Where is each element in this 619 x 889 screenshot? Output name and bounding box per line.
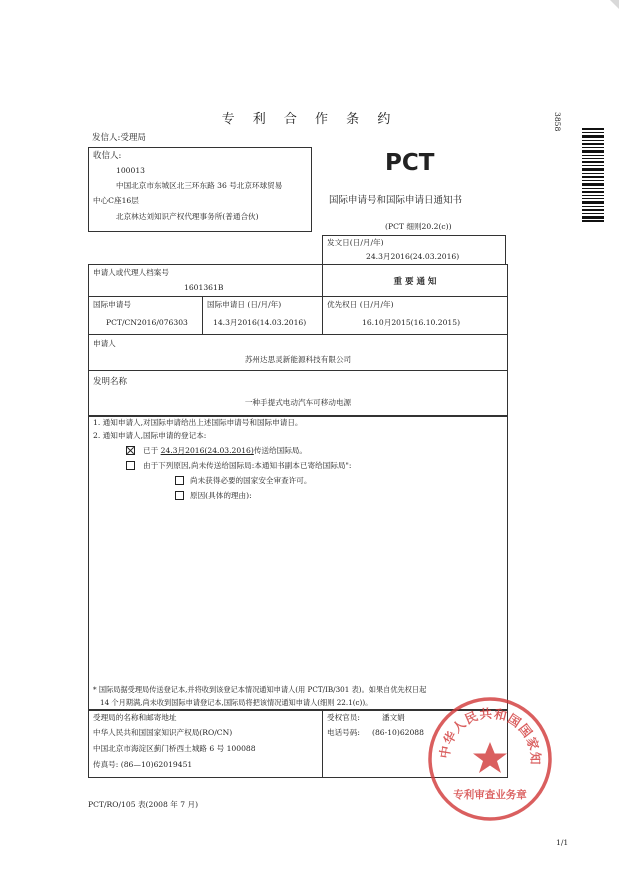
agent-file-label: 申请人或代理人档案号 <box>93 268 169 277</box>
not-sent-option-text: 由于下列原因,尚未传送给国际局:本通知书副本已寄给国际局": <box>143 461 352 470</box>
officer-phone-label: 电话号码: <box>327 728 360 737</box>
grid-divider <box>88 334 508 335</box>
notice-item-2: 2. 通知申请人,国际申请的登记本: <box>93 431 207 440</box>
recipient-label: 收信人: <box>93 151 122 161</box>
priority-date-value: 16.10月2015(16.10.2015) <box>362 318 461 327</box>
security-clearance-text: 尚未获得必要的国家安全审查许可。 <box>190 476 312 485</box>
invention-value: 一种手提式电动汽车可移动电源 <box>244 398 352 407</box>
barcode-icon <box>582 128 604 222</box>
grid-divider <box>202 296 203 334</box>
officer-phone: (86-10)62088 <box>372 728 424 737</box>
office-divider <box>322 710 323 778</box>
sent-prefix: 已于 <box>143 446 159 455</box>
notice-subtitle: 国际申请号和国际申请日通知书 <box>329 195 463 206</box>
applicant-label: 申请人 <box>93 339 116 348</box>
mailing-date-value: 24.3月2016(24.03.2016) <box>366 252 460 261</box>
recipient-address-2: 中心C座16层 <box>93 196 139 205</box>
grid-divider <box>88 370 508 371</box>
security-clearance-checkbox[interactable] <box>175 476 184 485</box>
page-corner-fold <box>610 0 619 9</box>
recipient-postcode: 100013 <box>116 166 145 175</box>
sent-suffix: 传送给国际局。 <box>253 446 307 455</box>
grid-divider <box>322 296 323 334</box>
other-reason-checkbox[interactable] <box>175 491 184 500</box>
seal-ring-text: 中华人民共和国国家知 <box>436 705 544 766</box>
officer-name: 潘文娟 <box>382 713 405 722</box>
barcode-number: 3858 <box>553 112 562 132</box>
office-label: 受理局的名称和邮寄地址 <box>93 713 177 722</box>
important-notice: 重 要 通 知 <box>393 277 437 287</box>
intl-app-no-label: 国际申请号 <box>93 300 131 309</box>
office-address: 中国北京市海淀区蓟门桥西土城路 6 号 100088 <box>93 744 256 753</box>
office-fax: 传真号: (86—10)62019451 <box>93 760 193 769</box>
invention-label: 发明名称 <box>93 377 128 387</box>
sent-checkbox[interactable] <box>126 446 135 455</box>
pct-heading: PCT <box>385 150 435 176</box>
recipient-agency: 北京林达刘知识产权代理事务所(普通合伙) <box>116 212 259 221</box>
sent-option-text <box>143 446 307 456</box>
footnote-line-1: * 国际局据受理局传送登记本,并将收到该登记本情况通知申请人(用 PCT/IB/301 表)。如果自优先权日起 <box>93 685 427 694</box>
mailing-date-label: 发文日(日/月/年) <box>327 238 384 247</box>
recipient-address-1: 中国北京市东城区北三环东路 36 号北京环球贸易 <box>116 181 283 190</box>
intl-app-no-value: PCT/CN2016/076303 <box>106 318 188 327</box>
official-seal <box>426 695 554 823</box>
notice-item-1: 1. 通知申请人,对国际申请给出上述国际申请号和国际申请日。 <box>93 418 303 427</box>
barcode <box>582 128 604 222</box>
applicant-value: 苏州达思灵新能源科技有限公司 <box>244 355 352 364</box>
agent-file-value: 1601361B <box>184 283 224 292</box>
sender-label: 发信人:受理局 <box>92 133 146 143</box>
other-reason-text: 原因(具体的理由): <box>190 491 252 500</box>
page-number: 1/1 <box>556 838 569 847</box>
filing-date-label: 国际申请日 (日/月/年) <box>207 300 282 309</box>
document-title: 专 利 合 作 条 约 <box>221 112 398 127</box>
not-sent-checkbox[interactable] <box>126 461 135 470</box>
officer-label: 受权官员: <box>327 713 360 722</box>
office-name: 中华人民共和国国家知识产权局(RO/CN) <box>93 728 233 737</box>
footnote-line-2: 14 个月期满,尚未收到国际申请登记本,国际局将把该情况通知申请人(细则 22.1(c))。 <box>100 698 373 707</box>
seal-stamp-icon <box>426 695 554 823</box>
sent-date: 24.3月2016(24.03.2016) <box>160 446 254 455</box>
filing-date-value: 14.3月2016(14.03.2016) <box>213 318 307 327</box>
form-id: PCT/RO/105 表(2008 年 7 月) <box>88 800 199 809</box>
grid-divider <box>88 296 508 297</box>
seal-bottom-text: 专利审查业务章 <box>453 789 527 801</box>
priority-date-label: 优先权日 (日/月/年) <box>327 300 394 309</box>
rule-reference: (PCT 细则20.2(c)) <box>385 222 452 231</box>
